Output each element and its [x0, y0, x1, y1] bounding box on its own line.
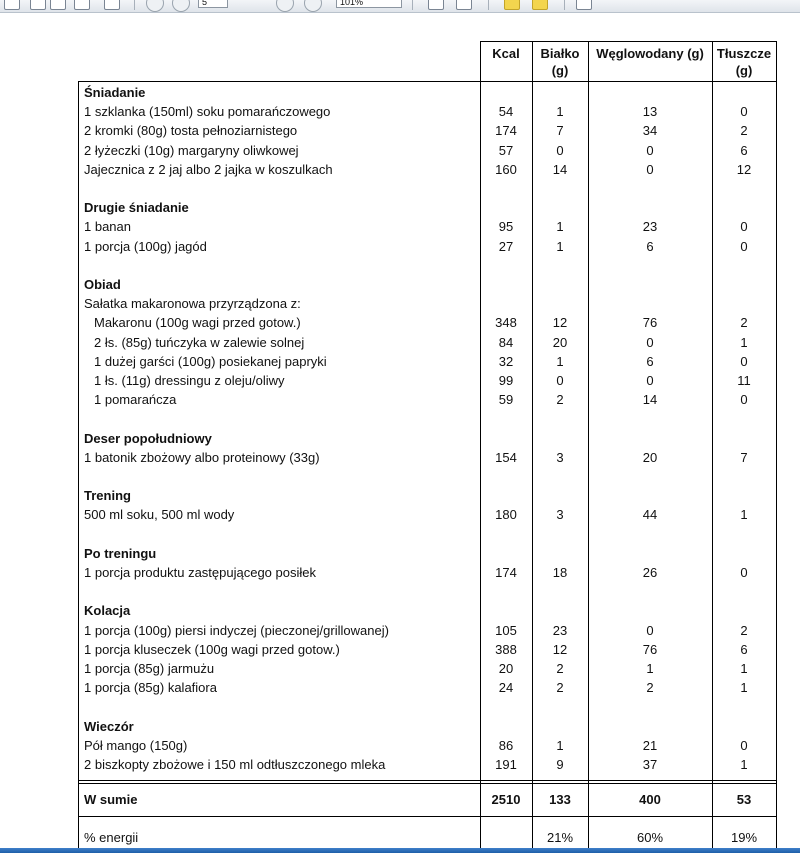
kcal-value: 174	[495, 565, 517, 580]
protein-value: 18	[552, 565, 568, 580]
zoom-in-icon[interactable]	[304, 0, 322, 12]
kcal-value: 20	[498, 661, 514, 676]
protein-value: 1	[556, 104, 564, 120]
kcal-value: 154	[495, 449, 517, 465]
carbs-value: 1	[646, 661, 654, 676]
protein-value: 1	[556, 238, 564, 254]
grid-line-total-bottom	[78, 816, 776, 817]
protein-value: 0	[556, 142, 564, 158]
section-heading: Drugie śniadanie	[84, 200, 189, 216]
kcal-value: 84	[498, 334, 514, 350]
energy-row-label: % energii	[84, 830, 139, 846]
kcal-value: 57	[498, 142, 514, 158]
header-fat: Tłuszcze (g)	[716, 46, 772, 78]
protein-value: 2	[556, 661, 564, 676]
grid-line-total-top	[78, 783, 776, 784]
fat-value: 1	[740, 680, 748, 696]
food-item-label: 1 porcja (100g) piersi indyczej (pieczonej/grillowanej)	[84, 622, 389, 638]
header-kcal: Kcal	[492, 46, 520, 61]
fat-value: 0	[740, 104, 748, 120]
protein-value: 12	[552, 315, 568, 331]
kcal-value: 95	[498, 219, 514, 235]
kcal-value: 99	[498, 373, 514, 388]
fit-page-icon[interactable]	[428, 0, 444, 10]
sign-icon[interactable]	[576, 0, 592, 10]
kcal-value: 27	[498, 238, 514, 254]
food-item-label: Sałatka makaronowa przyrządzona z:	[84, 296, 301, 312]
food-item-label: Pół mango (150g)	[84, 737, 188, 753]
carbs-value: 0	[646, 334, 654, 350]
protein-value: 3	[556, 507, 564, 523]
toolbar-divider	[134, 0, 135, 10]
food-item-label: 1 porcja (85g) kalafiora	[84, 680, 217, 696]
kcal-value: 180	[495, 507, 517, 523]
kcal-value: 59	[498, 392, 514, 408]
total-protein-value: 133	[549, 792, 571, 808]
toolbar-divider	[488, 0, 489, 10]
protein-value: 0	[556, 373, 564, 388]
food-item-label: Makaronu (100g wagi przed gotow.)	[94, 315, 301, 331]
header-carbs: Węglowodany (g)	[596, 46, 704, 61]
open-icon[interactable]	[30, 0, 46, 10]
fat-value: 2	[740, 622, 748, 638]
fat-value: 1	[740, 661, 748, 676]
food-item-label: 1 porcja kluseczek (100g wagi przed gotow.)	[84, 641, 340, 657]
kcal-value: 54	[498, 104, 514, 120]
next-page-icon[interactable]	[172, 0, 190, 12]
carbs-value: 23	[642, 219, 658, 235]
carbs-value: 44	[642, 507, 658, 523]
food-item-label: 1 porcja produktu zastępującego posiłek	[84, 565, 316, 580]
previous-page-icon[interactable]	[146, 0, 164, 12]
protein-value: 2	[556, 392, 564, 408]
section-heading: Trening	[84, 488, 131, 504]
food-item-label: 2 kromki (80g) tosta pełnoziarnistego	[84, 123, 298, 139]
protein-value: 1	[556, 353, 564, 369]
email-icon[interactable]	[104, 0, 120, 10]
protein-value: 3	[556, 449, 564, 465]
energy-protein-value: 21%	[546, 830, 574, 846]
zoom-field[interactable]: 101%	[336, 0, 402, 8]
food-item-label: 2 biszkopty zbożowe i 150 ml odtłuszczonego mleka	[84, 757, 386, 772]
section-heading: Kolacja	[84, 603, 131, 619]
page-number-field[interactable]: 5	[198, 0, 228, 8]
total-fat-value: 53	[736, 792, 752, 808]
zoom-out-icon[interactable]	[276, 0, 294, 12]
protein-value: 20	[552, 334, 568, 350]
grid-line-left	[78, 81, 79, 848]
food-item-label: Jajecznica z 2 jaj albo 2 jajka w koszulkach	[84, 161, 333, 177]
food-item-label: 2 łs. (85g) tuńczyka w zalewie solnej	[94, 334, 305, 350]
fit-width-icon[interactable]	[456, 0, 472, 10]
food-item-label: 1 porcja (85g) jarmużu	[84, 661, 215, 676]
carbs-value: 0	[646, 161, 654, 177]
protein-value: 1	[556, 219, 564, 235]
carbs-value: 2	[646, 680, 654, 696]
grid-line-body-top	[78, 81, 776, 82]
edit-icon[interactable]	[4, 0, 20, 10]
fat-value: 1	[740, 334, 748, 350]
fat-value: 1	[740, 507, 748, 523]
carbs-value: 14	[642, 392, 658, 408]
protein-value: 7	[556, 123, 564, 139]
fat-value: 7	[740, 449, 748, 465]
carbs-value: 34	[642, 123, 658, 139]
fat-value: 1	[740, 757, 748, 772]
fat-value: 0	[740, 737, 748, 753]
protein-value: 14	[552, 161, 568, 177]
carbs-value: 20	[642, 449, 658, 465]
carbs-value: 76	[642, 641, 658, 657]
kcal-value: 160	[495, 161, 517, 177]
food-item-label: 2 łyżeczki (10g) margaryny oliwkowej	[84, 142, 299, 158]
total-kcal-value: 2510	[491, 792, 521, 808]
carbs-value: 0	[646, 622, 654, 638]
grid-line-column-2	[588, 41, 589, 848]
energy-fat-value: 19%	[730, 830, 758, 846]
kcal-value: 388	[495, 641, 517, 657]
kcal-value: 24	[498, 680, 514, 696]
highlight-icon[interactable]	[532, 0, 548, 10]
grid-line-body-bottom	[78, 780, 776, 781]
protein-value: 2	[556, 680, 564, 696]
grid-line-column-0	[480, 41, 481, 848]
section-heading: Obiad	[84, 277, 121, 292]
document-page	[0, 13, 800, 848]
section-heading: Wieczór	[84, 718, 134, 734]
carbs-value: 0	[646, 373, 654, 388]
kcal-value: 348	[495, 315, 517, 331]
grid-line-column-3	[712, 41, 713, 848]
fat-value: 0	[740, 238, 748, 254]
carbs-value: 6	[646, 238, 654, 254]
fat-value: 11	[737, 373, 751, 388]
food-item-label: 500 ml soku, 500 ml wody	[84, 507, 235, 523]
pdf-toolbar	[0, 0, 800, 13]
fat-value: 6	[740, 142, 748, 158]
kcal-value: 105	[495, 622, 517, 638]
food-item-label: 1 porcja (100g) jagód	[84, 238, 207, 254]
section-heading: Deser popołudniowy	[84, 430, 212, 446]
grid-line-column-1	[532, 41, 533, 848]
total-carbs-value: 400	[639, 792, 661, 808]
print-icon[interactable]	[74, 0, 90, 10]
food-item-label: 1 łs. (11g) dressingu z oleju/oliwy	[94, 373, 285, 388]
protein-value: 9	[556, 757, 564, 772]
comment-icon[interactable]	[504, 0, 520, 10]
kcal-value: 191	[495, 757, 517, 772]
grid-line-column-4	[776, 41, 777, 848]
fat-value: 6	[740, 641, 748, 657]
food-item-label: 1 szklanka (150ml) soku pomarańczowego	[84, 104, 331, 120]
carbs-value: 76	[642, 315, 658, 331]
kcal-value: 174	[495, 123, 517, 139]
total-row-label: W sumie	[84, 792, 138, 808]
fat-value: 0	[740, 219, 748, 235]
toolbar-divider	[564, 0, 565, 10]
fat-value: 0	[740, 392, 748, 408]
section-heading: Śniadanie	[84, 85, 146, 100]
fat-value: 12	[736, 161, 752, 177]
section-heading: Po treningu	[84, 545, 157, 561]
carbs-value: 6	[646, 353, 654, 369]
kcal-value: 86	[498, 737, 514, 753]
fat-value: 2	[740, 315, 748, 331]
fat-value: 0	[740, 565, 748, 580]
carbs-value: 0	[646, 142, 654, 158]
toolbar-divider	[412, 0, 413, 10]
carbs-value: 21	[642, 737, 658, 753]
kcal-value: 32	[498, 353, 514, 369]
protein-value: 12	[552, 641, 568, 657]
energy-carbs-value: 60%	[636, 830, 664, 846]
protein-value: 23	[552, 622, 568, 638]
window-bottom-edge	[0, 848, 800, 853]
grid-line-header-top	[480, 41, 776, 42]
carbs-value: 13	[642, 104, 658, 120]
fat-value: 0	[740, 353, 748, 369]
carbs-value: 26	[642, 565, 658, 580]
save-icon[interactable]	[50, 0, 66, 10]
fat-value: 2	[740, 123, 748, 139]
carbs-value: 37	[642, 757, 658, 772]
protein-value: 1	[556, 737, 564, 753]
food-item-label: 1 dużej garści (100g) posiekanej papryki	[94, 353, 327, 369]
food-item-label: 1 batonik zbożowy albo proteinowy (33g)	[84, 449, 320, 465]
food-item-label: 1 pomarańcza	[94, 392, 177, 408]
header-protein: Białko (g)	[540, 46, 580, 78]
food-item-label: 1 banan	[84, 219, 131, 235]
